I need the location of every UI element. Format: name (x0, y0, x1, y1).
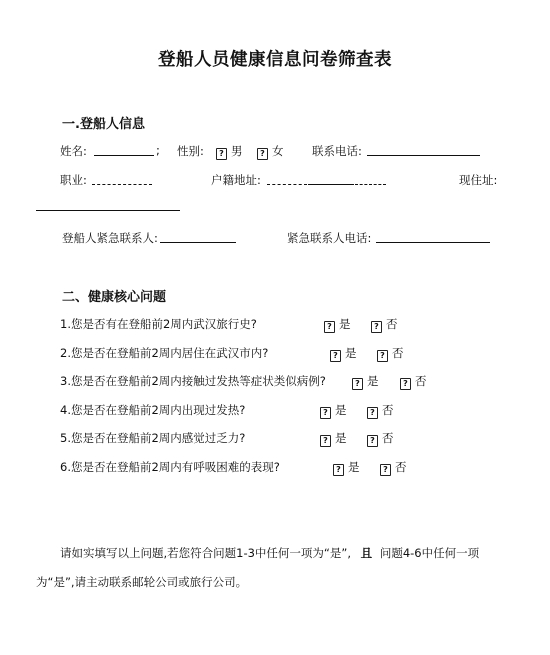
yes-label: 是 (335, 431, 347, 445)
note-line-1-a: 请如实填写以上问题,若您符合问题1-3中任何一项为“是”, (60, 546, 352, 560)
checkbox-icon[interactable]: ? (216, 148, 227, 160)
no-label: 否 (386, 317, 398, 331)
hukou-label: 户籍地址: (211, 173, 261, 187)
no-label: 否 (415, 374, 427, 388)
name-end-punct: ; (156, 143, 160, 157)
checkbox-icon[interactable]: ? (367, 407, 378, 419)
checkbox-icon[interactable]: ? (400, 378, 411, 390)
phone-field[interactable] (367, 155, 480, 156)
note-line-1 (60, 545, 479, 561)
no-label: 否 (382, 431, 394, 445)
checkbox-icon[interactable]: ? (367, 435, 378, 447)
q2-yes-option[interactable] (330, 345, 357, 362)
male-label: 男 (231, 144, 243, 158)
q3-no-option[interactable] (400, 373, 427, 390)
checkbox-icon[interactable]: ? (324, 321, 335, 333)
note-line-1-c: 问题4-6中任何一项 (379, 546, 480, 560)
q4-yes-option[interactable] (320, 402, 347, 419)
job-field[interactable] (92, 184, 152, 185)
no-label: 否 (395, 460, 407, 474)
question-5: 5.您是否在登船前2周内感觉过乏力? (60, 431, 246, 445)
hukou-field-b[interactable] (308, 184, 354, 185)
page-title: 登船人员健康信息问卷筛查表 (158, 50, 392, 70)
yes-label: 是 (335, 403, 347, 417)
checkbox-icon[interactable]: ? (320, 435, 331, 447)
question-2: 2.您是否在登船前2周内居住在武汉市内? (60, 346, 269, 360)
checkbox-icon[interactable]: ? (380, 464, 391, 476)
checkbox-icon[interactable]: ? (333, 464, 344, 476)
question-3: 3.您是否在登船前2周内接触过发热等症状类似病例? (60, 374, 326, 388)
yes-label: 是 (339, 317, 351, 331)
job-label: 职业: (60, 173, 87, 187)
emergency-phone-label: 紧急联系人电话: (287, 231, 372, 245)
residence-label: 现住址: (459, 173, 498, 187)
checkbox-icon[interactable]: ? (352, 378, 363, 390)
phone-label: 联系电话: (312, 144, 362, 158)
hukou-field-c[interactable] (355, 184, 386, 185)
name-field[interactable] (94, 155, 154, 156)
emergency-contact-label: 登船人紧急联系人: (62, 231, 158, 245)
hukou-field-a[interactable] (267, 184, 307, 185)
note-line-2: 为“是”,请主动联系邮轮公司或旅行公司。 (36, 575, 248, 589)
section1-heading: 一.登船人信息 (62, 117, 145, 132)
gender-female-option[interactable] (257, 143, 284, 160)
checkbox-icon[interactable]: ? (330, 350, 341, 362)
q5-no-option[interactable] (367, 430, 394, 447)
q1-yes-option[interactable] (324, 316, 351, 333)
yes-label: 是 (367, 374, 379, 388)
female-label: 女 (272, 144, 284, 158)
question-6: 6.您是否在登船前2周内有呼吸困难的表现? (60, 460, 280, 474)
residence-field[interactable] (36, 210, 180, 211)
question-1: 1.您是否有在登船前2周内武汉旅行史? (60, 317, 257, 331)
section2-heading: 二、健康核心问题 (62, 290, 167, 305)
q1-no-option[interactable] (371, 316, 398, 333)
checkbox-icon[interactable]: ? (377, 350, 388, 362)
checkbox-icon[interactable]: ? (257, 148, 268, 160)
q6-yes-option[interactable] (333, 459, 360, 476)
name-label: 姓名: (60, 144, 87, 158)
question-4: 4.您是否在登船前2周内出现过发热? (60, 403, 246, 417)
checkbox-icon[interactable]: ? (320, 407, 331, 419)
q6-no-option[interactable] (380, 459, 407, 476)
no-label: 否 (392, 346, 404, 360)
emergency-phone-field[interactable] (376, 242, 490, 243)
gender-male-option[interactable] (216, 143, 243, 160)
q2-no-option[interactable] (377, 345, 404, 362)
yes-label: 是 (345, 346, 357, 360)
emergency-contact-field[interactable] (160, 242, 236, 243)
q4-no-option[interactable] (367, 402, 394, 419)
q5-yes-option[interactable] (320, 430, 347, 447)
note-line-1-b: 且 (360, 546, 373, 560)
checkbox-icon[interactable]: ? (371, 321, 382, 333)
no-label: 否 (382, 403, 394, 417)
gender-label: 性别: (177, 144, 204, 158)
yes-label: 是 (348, 460, 360, 474)
q3-yes-option[interactable] (352, 373, 379, 390)
